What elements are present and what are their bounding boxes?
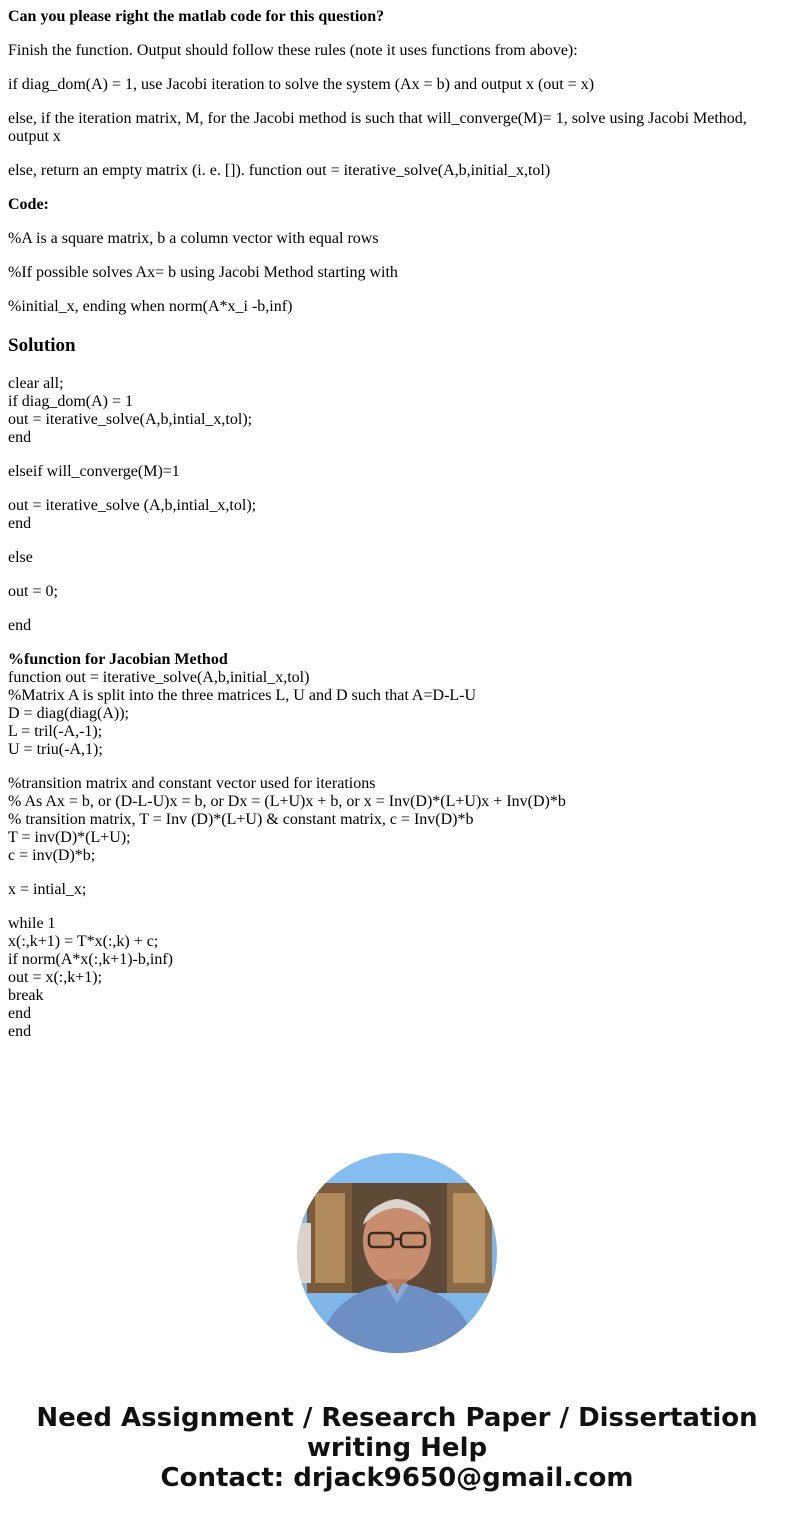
question-paragraph: Finish the function. Output should follow these rules (note it uses functions from above): [8, 42, 578, 59]
solution-code-block [8, 915, 173, 1041]
code-line: end [8, 617, 32, 634]
code-line: while 1 [8, 915, 56, 932]
code-line: L = tril(-A,-1); [8, 723, 103, 740]
code-line: end [8, 1023, 32, 1040]
code-comment: %If possible solves Ax= b using Jacobi Method starting with [8, 264, 398, 281]
code-line: end [8, 515, 32, 532]
question-paragraph: else, return an empty matrix (i. e. []). function out = iterative_solve(A,b,initial_x,tol) [8, 162, 551, 179]
avatar-portrait-image [297, 1153, 497, 1353]
code-line: clear all; [8, 375, 64, 392]
code-line: %Matrix A is split into the three matrices L, U and D such that A=D-L-U [8, 687, 477, 704]
solution-code-block [8, 463, 180, 481]
code-label: Code: [8, 196, 49, 213]
code-line: % As Ax = b, or (D-L-U)x = b, or Dx = (L+U)x + b, or x = Inv(D)*(L+U)x + Inv(D)*b [8, 793, 566, 810]
code-line: out = 0; [8, 583, 58, 600]
banner-contact-line: Contact: drjack9650@gmail.com [160, 1463, 634, 1493]
solution-code-block [8, 549, 33, 567]
code-line: function out = iterative_solve(A,b,initial_x,tol) [8, 669, 310, 686]
code-line: out = x(:,k+1); [8, 969, 103, 986]
solution-code-block [8, 775, 566, 865]
code-line: out = iterative_solve (A,b,intial_x,tol); [8, 497, 257, 514]
code-line: else [8, 549, 33, 566]
solution-heading: Solution [8, 335, 76, 356]
code-line: %transition matrix and constant vector used for iterations [8, 775, 376, 792]
solution-code-block [8, 651, 476, 759]
code-line: c = inv(D)*b; [8, 847, 96, 864]
code-comment: %initial_x, ending when norm(A*x_i -b,inf) [8, 298, 293, 315]
solution-code-block [8, 583, 58, 601]
question-title: Can you please right the matlab code for this question? [8, 8, 385, 25]
code-line: x = intial_x; [8, 881, 87, 898]
solution-code-block [8, 375, 252, 447]
author-avatar [297, 1153, 497, 1353]
code-line: U = triu(-A,1); [8, 741, 103, 758]
solution-code-block [8, 497, 256, 533]
code-comment: %A is a square matrix, b a column vector with equal rows [8, 230, 379, 247]
contact-banner [0, 1403, 794, 1493]
solution-code-block [8, 617, 31, 635]
code-line: x(:,k+1) = T*x(:,k) + c; [8, 933, 159, 950]
code-line: if norm(A*x(:,k+1)-b,inf) [8, 951, 173, 968]
question-paragraph: else, if the iteration matrix, M, for the Jacobi method is such that will_converge(M)= 1, solve using Jacobi Method, output x [8, 110, 747, 145]
banner-line: writing Help [306, 1433, 488, 1463]
code-line: break [8, 987, 44, 1004]
code-line: end [8, 429, 32, 446]
solution-code-block [8, 881, 86, 899]
code-line: T = inv(D)*(L+U); [8, 829, 131, 846]
code-line: end [8, 1005, 32, 1022]
code-line: D = diag(diag(A)); [8, 705, 129, 722]
question-paragraph: if diag_dom(A) = 1, use Jacobi iteration to solve the system (Ax = b) and output x (out = x) [8, 76, 595, 93]
banner-line: Need Assignment / Research Paper / Dissertation [36, 1403, 758, 1433]
function-heading: %function for Jacobian Method [8, 651, 228, 668]
code-line: if diag_dom(A) = 1 [8, 393, 133, 410]
code-line: elseif will_converge(M)=1 [8, 463, 180, 480]
code-line: out = iterative_solve(A,b,intial_x,tol); [8, 411, 253, 428]
code-line: % transition matrix, T = Inv (D)*(L+U) & constant matrix, c = Inv(D)*b [8, 811, 474, 828]
